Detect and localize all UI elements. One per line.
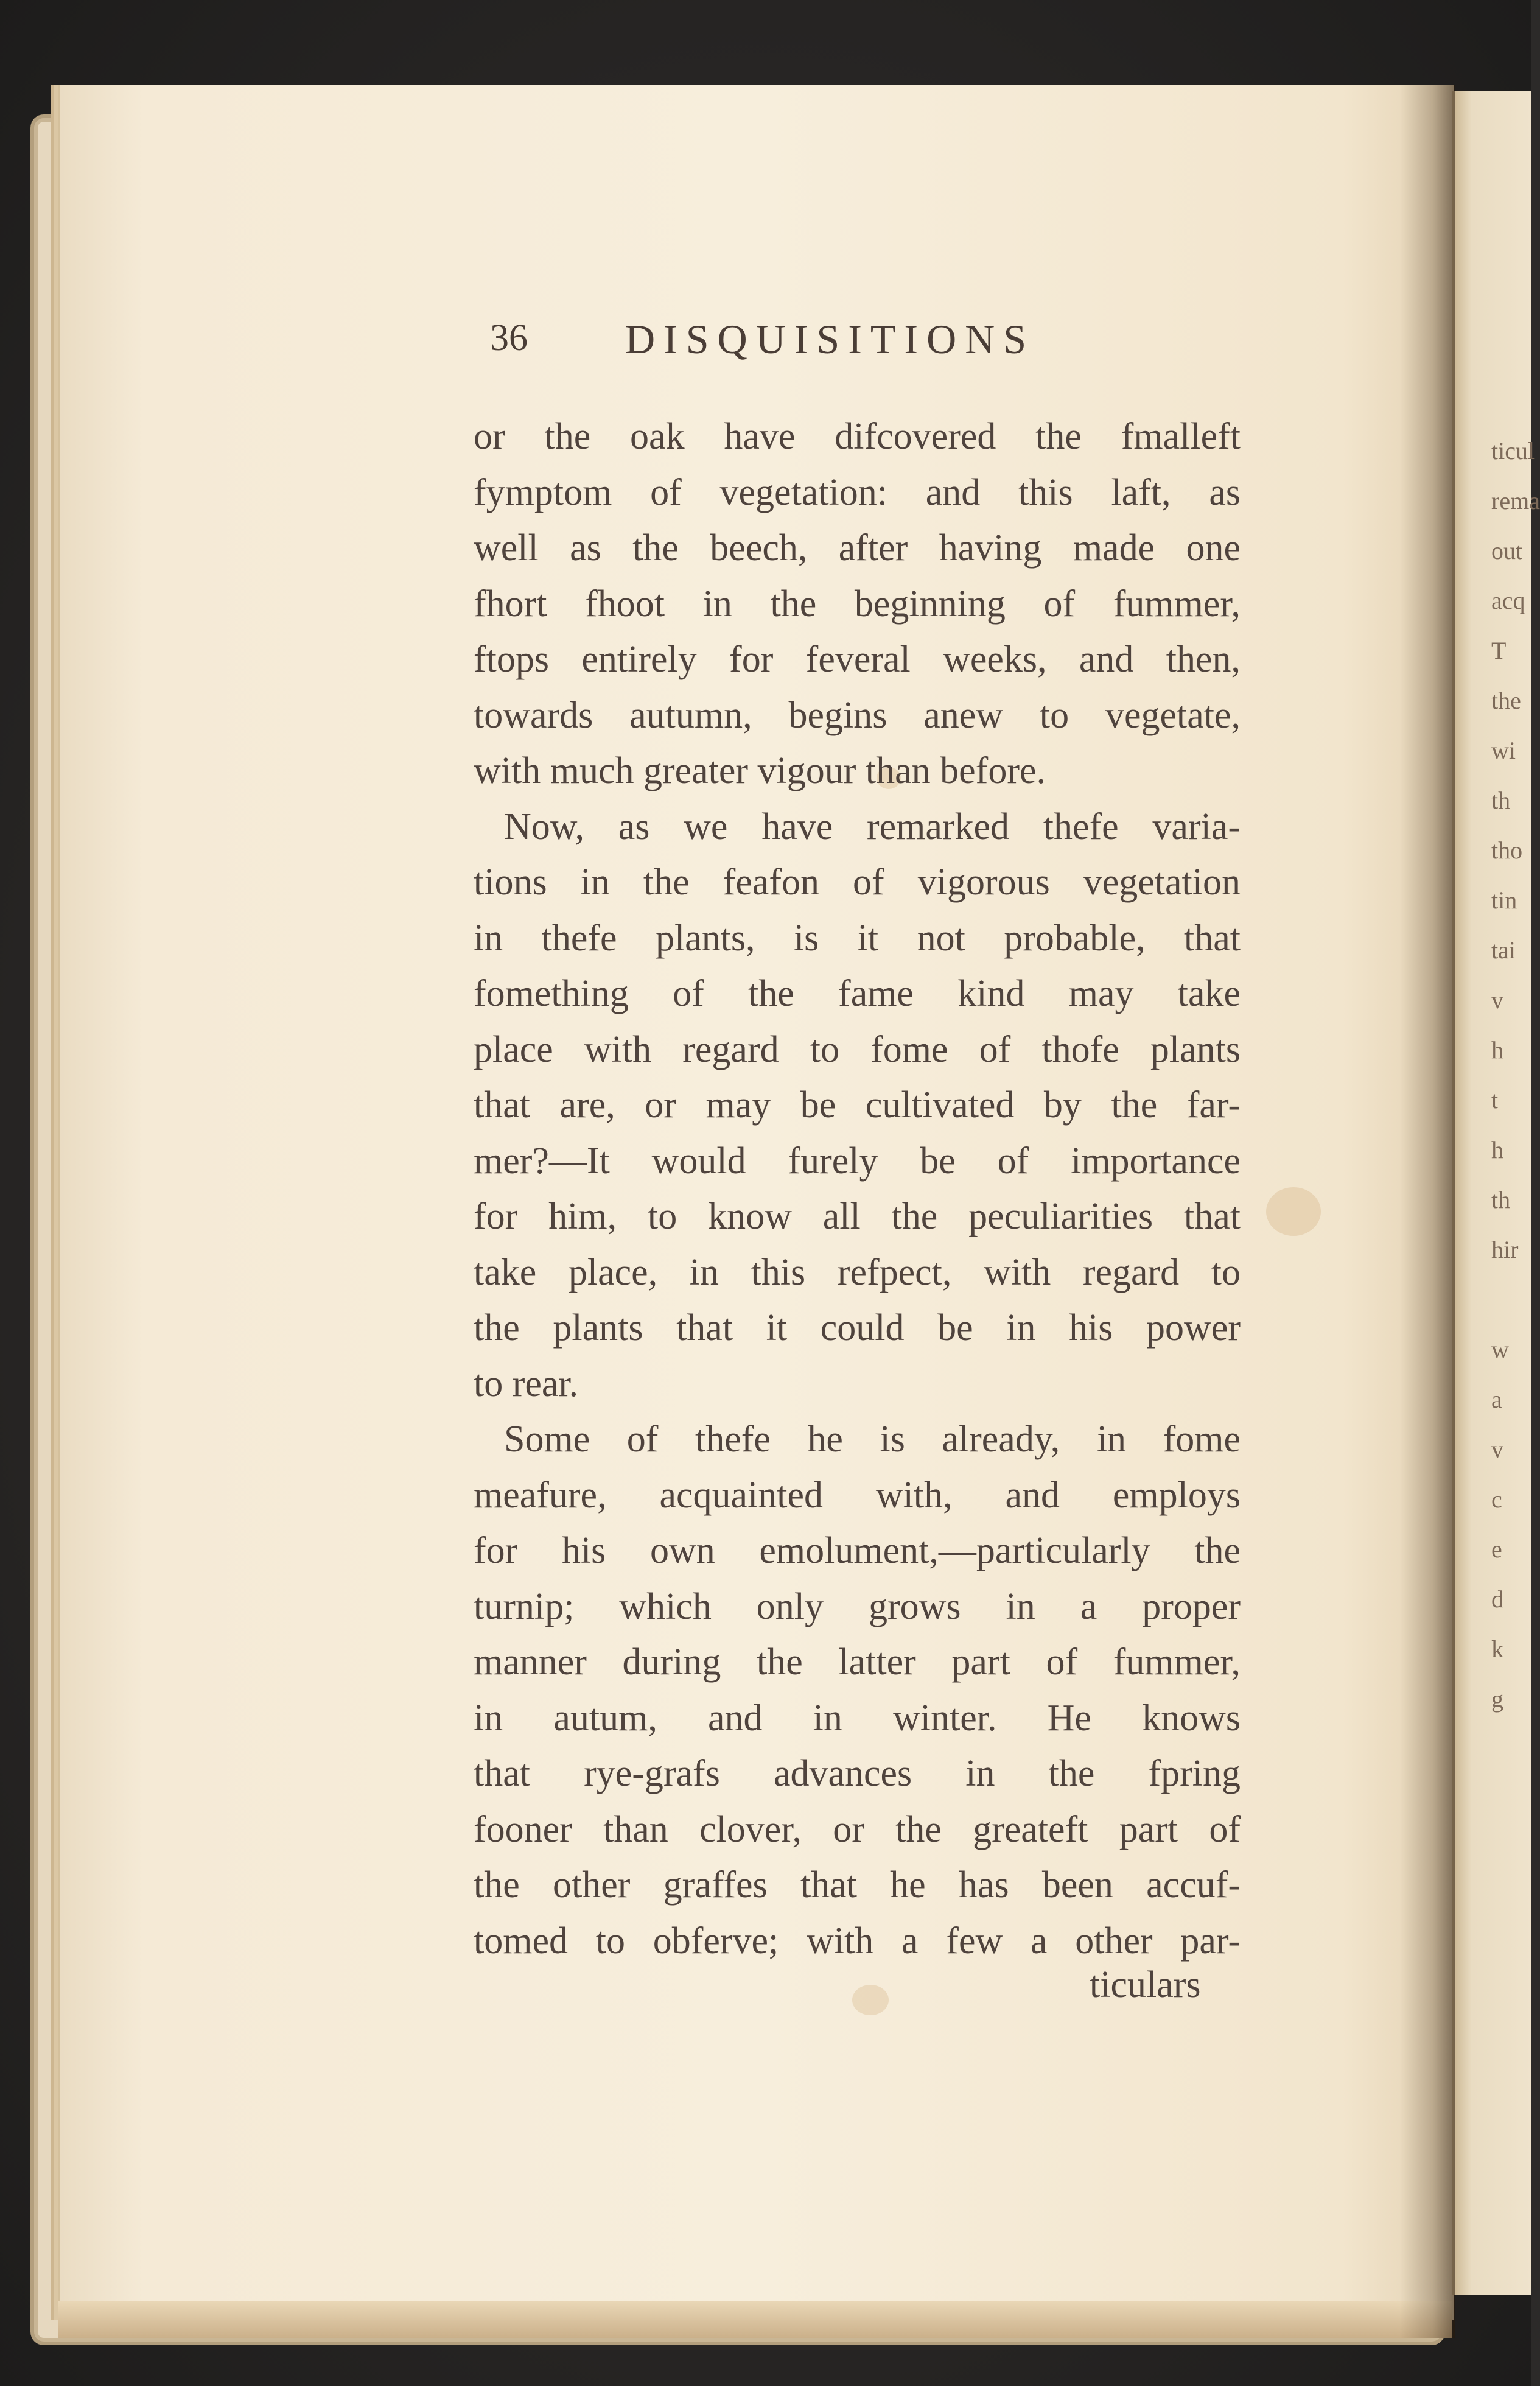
text-line: mer?—It would furely be of importance xyxy=(474,1140,1241,1182)
facing-page-fragment: tin xyxy=(1491,886,1517,914)
text-line: turnip; which only grows in a proper xyxy=(474,1585,1241,1627)
facing-page-fragment xyxy=(1491,1275,1531,1325)
facing-page-fragment: h xyxy=(1491,1036,1503,1064)
facing-page-fragment: wi xyxy=(1491,737,1516,764)
text-line: for his own emolument,—particularly the xyxy=(474,1530,1241,1571)
facing-page-fragment: ticul xyxy=(1491,437,1535,465)
text-line: or the oak have difcovered the fmalleft xyxy=(474,416,1241,457)
text-line: for him, to know all the peculiarities that xyxy=(474,1196,1241,1237)
page-edges xyxy=(58,2301,1452,2338)
text-line: fymptom of vegetation: and this laft, as xyxy=(474,471,1241,513)
text-line: towards autumn, begins anew to vegetate, xyxy=(474,694,1241,736)
facing-page-fragment: k xyxy=(1491,1635,1503,1663)
text-line: take place, in this refpect, with regard to xyxy=(474,1251,1241,1293)
foxing-stain xyxy=(1266,1187,1321,1236)
facing-page-fragment: hir xyxy=(1491,1236,1519,1263)
facing-page-fragment: t xyxy=(1491,1086,1499,1114)
text-line: to rear. xyxy=(474,1363,579,1405)
foxing-stain xyxy=(852,1985,889,2015)
text-line: fhort fhoot in the beginning of fummer, xyxy=(474,583,1241,625)
facing-page-fragment: d xyxy=(1491,1585,1503,1613)
facing-page-fragment: tai xyxy=(1491,936,1516,964)
facing-page-fragment: th xyxy=(1491,1186,1511,1213)
facing-page-fragment: g xyxy=(1491,1685,1503,1713)
text-line: in thefe plants, is it not probable, that xyxy=(474,917,1241,959)
facing-page-fragment: v xyxy=(1491,1436,1503,1463)
facing-page-fragment: e xyxy=(1491,1535,1502,1563)
text-line: in autum, and in winter. He knows xyxy=(474,1697,1241,1739)
text-line: ftops entirely for feveral weeks, and then, xyxy=(474,639,1241,680)
text-line: place with regard to fome of thofe plants xyxy=(474,1028,1241,1070)
text-line: fomething of the fame kind may take xyxy=(474,973,1241,1014)
facing-page-fragment: v xyxy=(1491,986,1503,1014)
text-line: with much greater vigour than before. xyxy=(474,750,1046,791)
page-header xyxy=(490,317,1245,371)
facing-page-fragment: a xyxy=(1491,1386,1502,1413)
text-line: fooner than clover, or the greateft part of xyxy=(474,1808,1241,1850)
paragraph-start: Now, as we have remarked thefe varia- xyxy=(504,805,1241,847)
paragraph-start: Some of thefe he is already, in fome xyxy=(504,1419,1241,1460)
facing-page-fragment: the xyxy=(1491,687,1521,714)
facing-page-fragment: tho xyxy=(1491,837,1523,864)
text-line: that are, or may be cultivated by the far- xyxy=(474,1084,1241,1126)
facing-page-fragment: out xyxy=(1491,537,1523,564)
facing-page-fragment: c xyxy=(1491,1486,1502,1513)
text-line: tomed to obferve; with a few a other par- xyxy=(474,1920,1241,1962)
running-title: DISQUISITIONS xyxy=(625,316,1035,362)
text-line: manner during the latter part of fummer, xyxy=(474,1641,1241,1683)
facing-page-text xyxy=(1491,426,1540,1724)
body-text xyxy=(474,409,1241,1969)
facing-page-fragment: T xyxy=(1491,637,1507,664)
spine-shadow xyxy=(1400,85,1455,2338)
text-line: tions in the feafon of vigorous vegetation xyxy=(474,861,1241,903)
text-line: the plants that it could be in his power xyxy=(474,1307,1241,1349)
text-line: that rye-grafs advances in the fpring xyxy=(474,1753,1241,1794)
text-line: well as the beech, after having made one xyxy=(474,527,1241,569)
facing-page-fragment: th xyxy=(1491,787,1511,814)
facing-page-fragment: acq xyxy=(1491,587,1525,614)
page-number: 36 xyxy=(490,317,528,359)
facing-page-fragment: w xyxy=(1491,1336,1509,1363)
catchword: ticulars xyxy=(1090,1964,1201,2005)
facing-page-fragment: rema xyxy=(1491,487,1540,514)
text-line: meafure, acquainted with, and employs xyxy=(474,1474,1241,1516)
text-line: the other graffes that he has been accuf- xyxy=(474,1864,1241,1906)
facing-page-fragment: h xyxy=(1491,1136,1503,1163)
